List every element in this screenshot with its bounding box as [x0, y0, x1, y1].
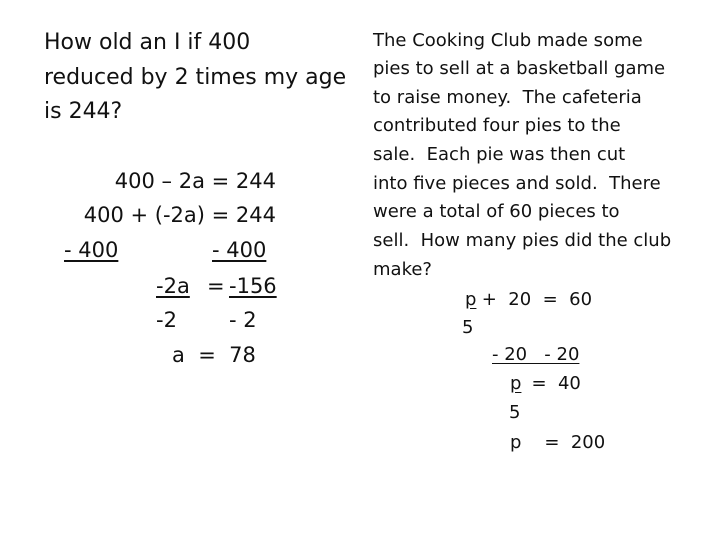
left-question-line-2: reduced by 2 times my age — [44, 65, 347, 90]
left-step-4-left: -2a — [156, 274, 190, 298]
left-equation-step-2: 400 + (-2a) = 244 — [83, 203, 276, 227]
left-divide-left: -2 — [156, 308, 177, 332]
left-subtract-right: - 400 — [212, 238, 267, 262]
right-step-3-numerator: p — [510, 373, 522, 394]
left-equation-step-1: 400 – 2a = 244 — [114, 169, 276, 193]
left-divide-right: - 2 — [229, 308, 257, 332]
left-answer: a = 78 — [172, 343, 256, 367]
right-problem-line-6: into five pieces and sold. There — [373, 173, 661, 194]
left-question-line-3: is 244? — [44, 99, 123, 124]
right-problem-line-1: The Cooking Club made some — [373, 30, 643, 51]
left-step-4-right: -156 — [229, 274, 277, 298]
right-step-1-numerator: p — [465, 289, 477, 310]
right-problem-line-4: contributed four pies to the — [373, 115, 621, 136]
right-step-1-rest: + 20 = 60 — [476, 289, 593, 310]
right-answer: p = 200 — [510, 432, 606, 453]
right-problem-line-7: were a total of 60 pieces to — [373, 201, 620, 222]
right-problem-line-5: sale. Each pie was then cut — [373, 144, 626, 165]
right-problem-line-8: sell. How many pies did the club — [373, 230, 672, 251]
right-step-2-subtract: - 20 - 20 — [492, 344, 580, 365]
left-subtract-left: - 400 — [64, 238, 119, 262]
right-problem-line-2: pies to sell at a basketball game — [373, 58, 666, 79]
left-question-line-1: How old an I if 400 — [44, 30, 251, 55]
left-step-4-equals: = — [207, 274, 225, 298]
right-step-3-rest: = 40 — [520, 373, 581, 394]
right-step-3-denominator: 5 — [509, 402, 521, 423]
right-problem-line-3: to raise money. The cafeteria — [373, 87, 642, 108]
right-step-1-denominator: 5 — [462, 317, 474, 338]
right-problem-line-9: make? — [373, 259, 432, 280]
